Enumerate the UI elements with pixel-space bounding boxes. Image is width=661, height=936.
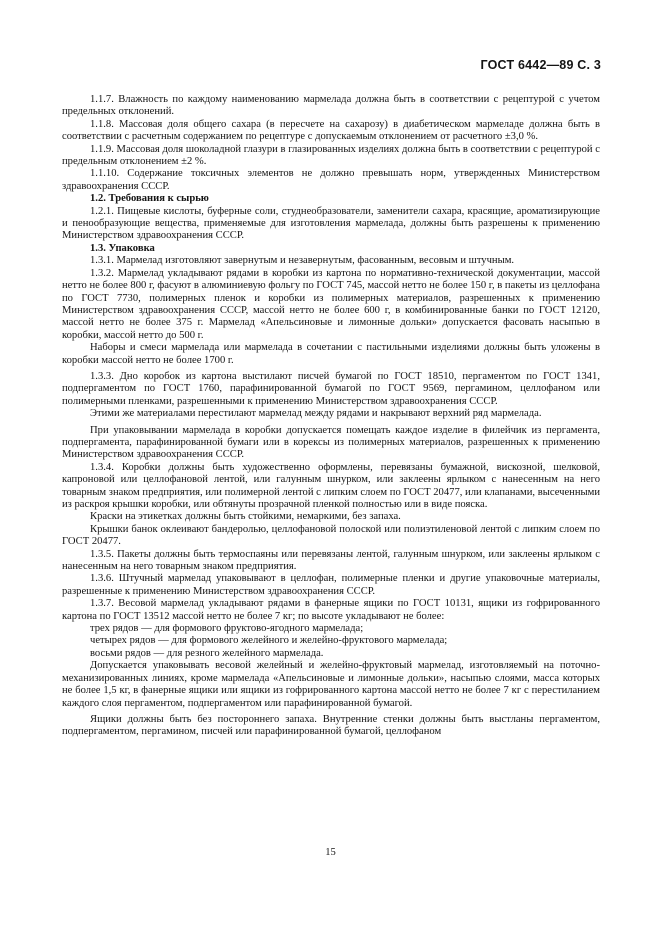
section-heading-packaging: 1.3. Упаковка [90, 242, 155, 254]
paragraph-paints: Краски на этикетках должны быть стойкими, немаркими, без запаха. [90, 511, 401, 523]
paragraph-1-1-10: 1.1.10. Содержание токсичных элементов не должно превышать норм, утвержденных Министерством здравоохранения СССР. [62, 168, 600, 192]
paragraph-1-3-3: 1.3.3. Дно коробок из картона выстилают писчей бумагой по ГОСТ 18510, пергаментом по ГОСТ 1341, подпергаментом по ГОСТ 1760, парафинированной бумагой по ГОСТ 9569, пергамином, целлофаном или полимерными пленками, разрешенными к применению Министерством здравоохранения СССР. [62, 370, 600, 407]
paragraph-1-3-1: 1.3.1. Мармелад изготовляют завернутым и незавернутым, фасованным, весовым и штучным. [90, 255, 515, 267]
paragraph-1-1-8: 1.1.8. Массовая доля общего сахара (в пересчете на сахарозу) в диабетическом мармеладе должна быть в соответствии с расчетным содержанием по рецептуре с допускаемым отклонением от расчетного ±3,0 %. [62, 118, 600, 143]
list-item-eight-rows: восьми рядов — для резного желейного мармелада. [90, 647, 324, 659]
page-content [62, 94, 600, 739]
paragraph-1-3-2: 1.3.2. Мармелад укладывают рядами в коробки из картона по нормативно-технической документации, массой нетто не более 800 г, фасуют в алюминиевую фольгу по ГОСТ 745, массой нетто не более 150 г, в пакеты из целлофана по ГОСТ 7730, полимерных пленок и коробки из полимерных материалов, разрешенных к применению Министерством здравоохранения СССР, массой нетто не более 600 г, в комбинированные банки по ГОСТ 12120, массой нетто не более 375 г. Мармелад «Апельсиновые и лимонные дольки» допускается фасовать насыпью в коробки, массой нетто до 500 г. [62, 267, 600, 341]
paragraph-boxes: Ящики должны быть без постороннего запаха. Внутренние стенки должны быть выстланы пергаментом, подпергаментом, пергамином, писчей или парафинированной бумагой, целлофаном [62, 713, 600, 738]
paragraph-1-1-9: 1.1.9. Массовая доля шоколадной глазури в глазированных изделиях должна быть в соответствии с рецептурой с предельным отклонением ±2 %. [62, 143, 600, 168]
paragraph-1-2-1: 1.2.1. Пищевые кислоты, буферные соли, студнеобразователи, заменители сахара, красящие, ароматизирующие и пенообразующие вещества, применяемые для изготовления мармелада, должны быть разрешены к применению Министерством здравоохранения СССР. [62, 205, 600, 242]
list-item-three-rows: трех рядов — для формового фруктово-ягодного мармелада; [90, 623, 364, 635]
paragraph-layering: Этими же материалами перестилают мармелад между рядами и накрывают верхний ряд мармелада. [90, 408, 542, 420]
paragraph-1-3-5: 1.3.5. Пакеты должны быть термоспаяны или перевязаны лентой, галунным шнурком, или заклеены ярлыком с нанесенным на него товарным знаком предприятия. [62, 548, 600, 573]
page-header: ГОСТ 6442—89 С. 3 [480, 58, 601, 72]
paragraph-can-lids: Крышки банок оклеивают бандеролью, целлофановой полоской или полиэтиленовой лентой с липким слоем по ГОСТ 20477. [62, 523, 600, 548]
section-heading-raw-materials: 1.2. Требования к сырью [90, 193, 209, 205]
paragraph-sets: Наборы и смеси мармелада или мармелада в сочетании с пастильными изделиями должны быть уложены в коробки массой нетто не более 1700 г. [62, 342, 600, 366]
paragraph-1-3-4: 1.3.4. Коробки должны быть художественно оформлены, перевязаны бумажной, вискозной, шелковой, капроновой или целлофановой лентой, или галунным шнурком, или заклеены ярлыком с нанесенным на него товарным знаком предприятия, или полимерной лентой с липким слоем по ГОСТ 20477, или клапанами, высеченными из раскроя крышки коробки, или обтянуты прозрачной пленкой полностью или в виде пояска. [62, 461, 600, 510]
paragraph-1-1-7: 1.1.7. Влажность по каждому наименованию мармелада должна быть в соответствии с рецептурой с учетом предельных отклонений. [62, 94, 600, 118]
list-item-four-rows: четырех рядов — для формового желейного и желейно-фруктового мармелада; [90, 635, 448, 647]
paragraph-wrapping: При упаковывании мармелада в коробки допускается помещать каждое изделие в филейчик из пергамента, подпергамента, парафинированной бумаги или в корексы из полимерных материалов, разрешенных к применению Министерством здравоохранения СССР. [62, 424, 600, 461]
paragraph-bulk-packing: Допускается упаковывать весовой желейный и желейно-фруктовый мармелад, изготовляемый на поточно-механизированных линиях, кроме мармелада «Апельсиновые и лимонные дольки», насыпью слоями, масса которых не более 1,5 кг, в фанерные ящики или ящики из гофрированного картона массой нетто не более 7 кг с перестиланием каждого слоя пергаментом, подпергаментом или парафинированной бумагой. [62, 660, 600, 709]
paragraph-1-3-6: 1.3.6. Штучный мармелад упаковывают в целлофан, полимерные пленки и другие упаковочные материалы, разрешенные к применению Министерством здравоохранения СССР. [62, 573, 600, 597]
page-number: 15 [325, 847, 336, 858]
paragraph-1-3-7: 1.3.7. Весовой мармелад укладывают рядами в фанерные ящики по ГОСТ 10131, ящики из гофрированного картона по ГОСТ 13512 массой нетто не более 7 кг; по высоте укладывают не более: [62, 598, 600, 622]
